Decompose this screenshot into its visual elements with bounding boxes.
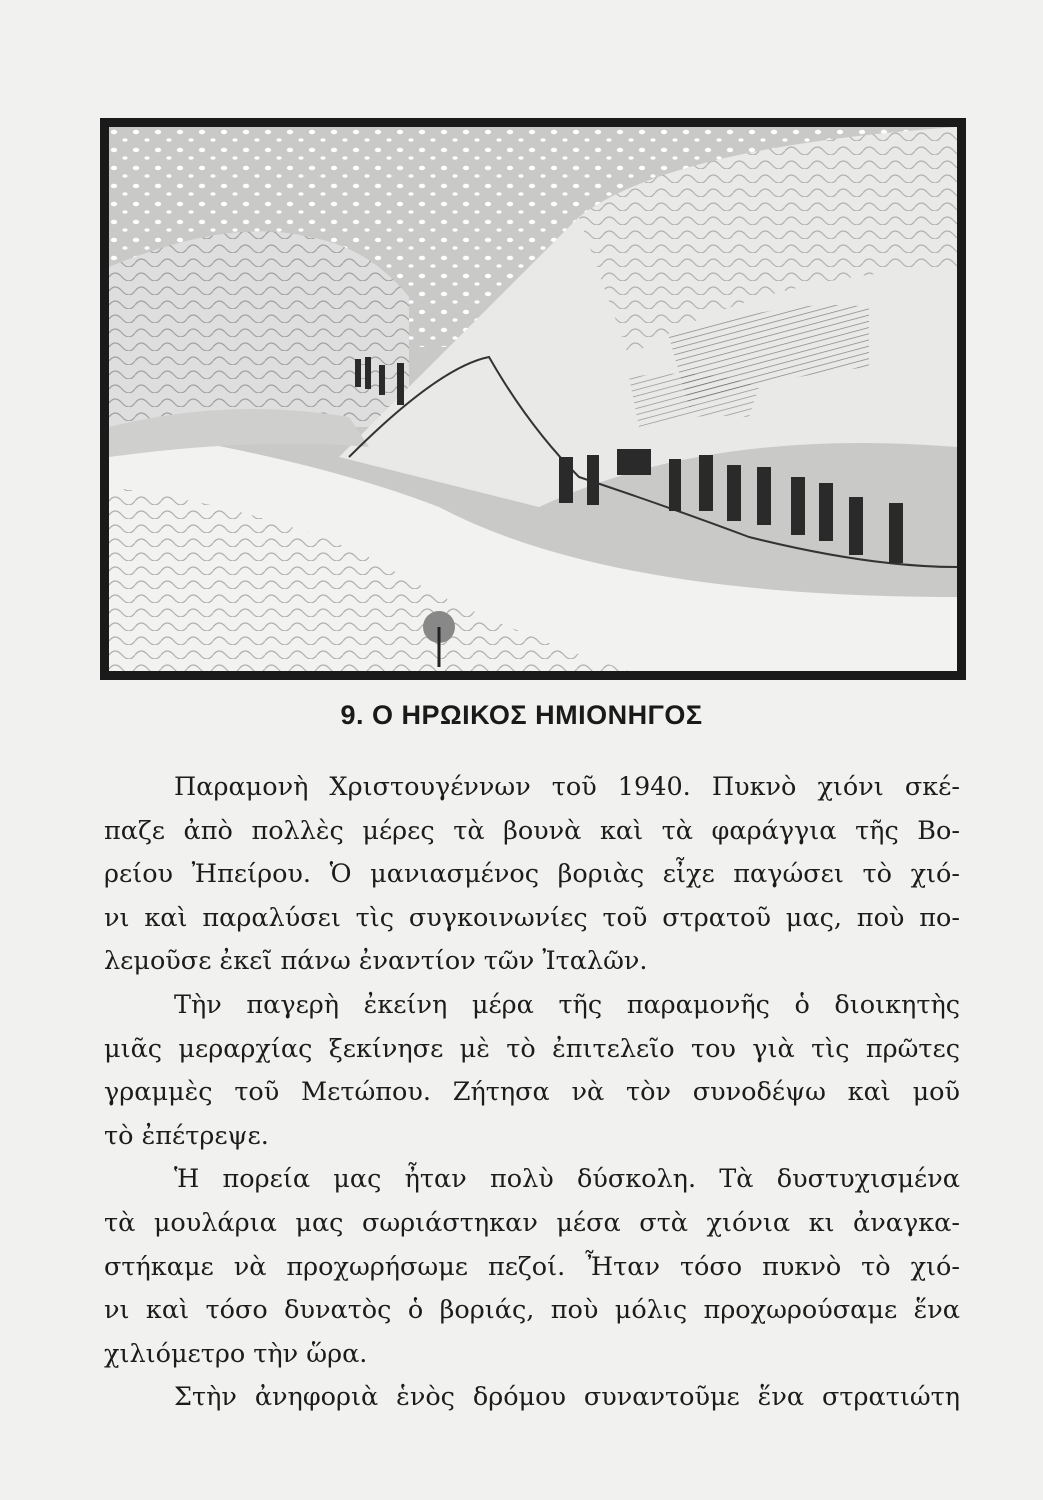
text-line: Ἡ πορεία μας ἦταν πολὺ δύσκολη. Τὰ δυστυχισμένα [174,1164,960,1195]
text-line: Τὴν παγερὴ ἐκείνη μέρα τῆς παραμονῆς ὁ διοικητὴς [174,989,960,1020]
snowy-mountain-illustration [100,118,966,680]
text-line: λεμοῦσε ἐκεῖ πάνω ἐναντίον τῶν Ἰταλῶν. [104,946,648,977]
text-line: νι καὶ παραλύσει τὶς συγκοινωνίες τοῦ στρατοῦ μας, ποὺ πο- [104,902,960,933]
text-line: νι καὶ τόσο δυνατὸς ὁ βοριάς, ποὺ μόλις προχωρούσαμε ἕνα [104,1295,960,1326]
text-line: τὰ μουλάρια μας σωριάστηκαν μέσα στὰ χιόνια κι ἀναγκα- [104,1207,960,1238]
chapter-heading: 9. Ο ΗΡΩΙΚΟΣ ΗΜΙΟΝΗΓΟΣ [340,700,703,730]
text-line: τὸ ἐπέτρεψε. [104,1120,269,1151]
text-line: μιᾶς μεραρχίας ξεκίνησε μὲ τὸ ἐπιτελεῖο του γιὰ τὶς πρῶτες [104,1033,960,1064]
body-text [104,766,960,1420]
text-line: στήκαμε νὰ προχωρήσωμε πεζοί. Ἦταν τόσο πυκνὸ τὸ χιό- [104,1251,960,1282]
text-line: χιλιόμετρο τὴν ὥρα. [104,1338,368,1369]
text-line: Στὴν ἀνηφοριὰ ἑνὸς δρόμου συναντοῦμε ἕνα στρατιώτη [174,1382,960,1413]
text-line: ρείου Ἠπείρου. Ὁ μανιασμένος βοριὰς εἶχε παγώσει τὸ χιό- [104,859,960,890]
text-line: γραμμὲς τοῦ Μετώπου. Ζήτησα νὰ τὸν συνοδέψω καὶ μοῦ [104,1077,960,1108]
text-line: παζε ἀπὸ πολλὲς μέρες τὰ βουνὰ καὶ τὰ φαράγγια τῆς Βο- [104,815,960,846]
text-line: Παραμονὴ Χριστουγέννων τοῦ 1940. Πυκνὸ χιόνι σκέ- [174,772,960,802]
